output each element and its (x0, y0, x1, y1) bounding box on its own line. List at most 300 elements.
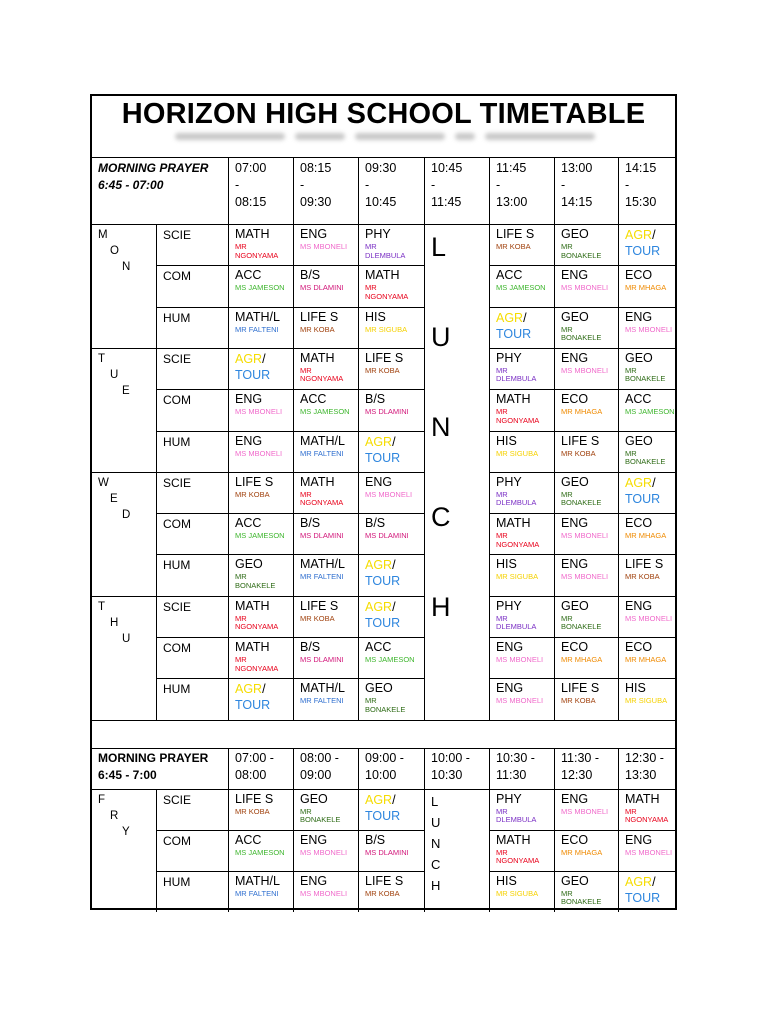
lesson-cell (300, 681, 354, 706)
teacher-name: MS DLAMINI (300, 655, 344, 664)
grid-line (489, 513, 675, 514)
slash: / (392, 558, 396, 573)
grid-line (156, 789, 157, 912)
subject-name: LIFE S (561, 433, 600, 448)
lesson-cell (300, 792, 354, 825)
lesson-cell (496, 310, 531, 342)
teacher-name: MR FALTENI (300, 572, 344, 582)
lesson-cell (365, 599, 400, 631)
tour-label: TOUR (625, 244, 661, 258)
teacher-name: MR KOBA (300, 324, 335, 334)
grid-line (156, 830, 424, 831)
lunch-letter: U (431, 814, 441, 830)
lesson-cell (235, 874, 289, 899)
agr-tour-lesson (365, 557, 400, 589)
lesson-cell (235, 640, 289, 673)
day-letter: E (110, 492, 118, 505)
teacher-name: MR SIGUBA (496, 888, 539, 898)
agr-tour-lesson (365, 434, 400, 466)
period-time-header: 07:00 - 08:15 (235, 161, 267, 209)
stream-label: SCIE (163, 599, 192, 614)
lesson-cell (300, 310, 354, 335)
lunch-letter: C (431, 502, 451, 532)
stream-label: HUM (163, 310, 191, 325)
subject-name: HIS (496, 433, 517, 448)
subject-name: ACC (235, 832, 262, 847)
teacher-name: MR KOBA (300, 613, 335, 623)
subject-name: LIFE S (365, 350, 404, 365)
teacher-name: MR NGONYAMA (300, 489, 344, 508)
subject-name: MATH (365, 268, 400, 283)
grid-line (489, 871, 675, 872)
period-time-header: 08:15 - 09:30 (300, 161, 332, 209)
grid-line (489, 472, 675, 473)
agr-tour-lesson (625, 475, 660, 507)
lesson-cell (496, 227, 550, 252)
teacher-name: MR NGONYAMA (235, 613, 279, 632)
agr-tour-lesson (625, 874, 660, 906)
subject-name: ENG (235, 433, 263, 448)
day-letter: R (110, 809, 119, 822)
stream-label: COM (163, 269, 191, 284)
teacher-name: MR NGONYAMA (300, 365, 344, 384)
tour-label: TOUR (625, 491, 661, 506)
teacher-name: MR NGONYAMA (496, 847, 540, 866)
teacher-name: MS DLAMINI (365, 847, 409, 857)
subject-name: LIFE S (625, 557, 664, 572)
subject-name: ACC (496, 268, 523, 283)
subject-name: HIS (496, 873, 517, 888)
lunch-letter: H (431, 877, 441, 893)
subject-name: ENG (496, 640, 524, 654)
teacher-name: MS MBONELI (625, 324, 673, 334)
stream-label: COM (163, 833, 191, 848)
teacher-name: MR BONAKELE (365, 696, 406, 714)
teacher-name: MR BONAKELE (561, 888, 602, 907)
slash: / (262, 351, 266, 366)
title-box (92, 96, 675, 158)
teacher-name: MR KOBA (561, 696, 596, 706)
lesson-cell (235, 599, 289, 632)
lesson-cell (300, 351, 354, 384)
teacher-name: MS DLAMINI (365, 407, 409, 417)
lesson-cell (300, 475, 354, 508)
lesson-cell (561, 351, 615, 376)
teacher-name: MR KOBA (625, 572, 660, 582)
agr-tour-lesson (496, 310, 531, 342)
grid-line (228, 748, 229, 912)
subject-name: ECO (561, 640, 589, 654)
lesson-cell (300, 640, 354, 665)
lesson-cell (625, 392, 679, 417)
subject-name: ENG (625, 309, 653, 324)
teacher-name: MR NGONYAMA (365, 283, 409, 301)
lesson-cell (235, 475, 289, 500)
lesson-cell (625, 640, 679, 665)
lunch-letter: H (431, 592, 451, 622)
lesson-cell (625, 310, 679, 335)
grid-line (489, 830, 675, 831)
subject-name: ENG (561, 791, 589, 806)
subject-name: ENG (235, 392, 263, 407)
tour-label: TOUR (496, 326, 532, 341)
lesson-cell (625, 599, 679, 624)
tour-label: TOUR (625, 890, 661, 905)
teacher-name: MS MBONELI (235, 448, 283, 458)
period-time-header: 13:00 - 14:15 (561, 161, 593, 209)
teacher-name: MR FALTENI (235, 324, 279, 334)
lesson-cell (235, 310, 289, 335)
grid-line (156, 431, 424, 432)
lesson-cell (625, 516, 679, 541)
teacher-name: MS JAMESON (235, 531, 285, 541)
teacher-name: MR NGONYAMA (496, 407, 540, 425)
tour-label: TOUR (235, 698, 271, 713)
lesson-cell (496, 599, 550, 632)
stream-label: HUM (163, 682, 191, 697)
teacher-name: MS MBONELI (300, 888, 348, 898)
subject-name: ENG (300, 873, 328, 888)
period-time-header: 08:00 - 09:00 (300, 750, 339, 782)
lesson-cell (300, 516, 354, 541)
lesson-cell (561, 227, 615, 260)
tour-label: TOUR (365, 615, 401, 630)
lesson-cell (561, 434, 615, 459)
grid-line (156, 265, 424, 266)
subject-name: MATH (496, 516, 531, 531)
subject-name: ENG (561, 350, 589, 365)
period-time-header: 10:00 - 10:30 (431, 750, 470, 782)
lesson-cell (365, 392, 419, 417)
teacher-name: MR MHAGA (561, 655, 603, 664)
lesson-cell (235, 392, 289, 417)
teacher-name: MR KOBA (496, 242, 531, 251)
teacher-name: MS MBONELI (235, 407, 283, 417)
grid-line (156, 513, 424, 514)
stream-label: HUM (163, 434, 191, 449)
teacher-name: MS DLAMINI (300, 283, 344, 293)
lesson-cell (365, 640, 419, 665)
teacher-name: MS JAMESON (625, 407, 675, 417)
teacher-name: MR DLEMBULA (496, 489, 537, 508)
grid-line (489, 348, 675, 349)
slash: / (392, 599, 396, 614)
day-letter: T (98, 600, 106, 613)
grid-line (156, 637, 424, 638)
tour-label: TOUR (235, 367, 271, 382)
slash: / (523, 310, 527, 325)
subject-name: ECO (625, 516, 653, 531)
stream-label: HUM (163, 874, 191, 889)
teacher-name: MS DLAMINI (300, 531, 344, 541)
period-time-header: 09:30 - 10:45 (365, 161, 397, 209)
subject-name: ACC (235, 516, 262, 531)
period-time-header: 11:45 - 13:00 (496, 161, 528, 209)
lesson-cell (496, 392, 550, 425)
slash: / (392, 792, 396, 807)
agr-tour-lesson (235, 681, 270, 713)
subject-name: GEO (561, 309, 589, 324)
teacher-name: MS JAMESON (300, 407, 350, 417)
lesson-cell (496, 792, 550, 825)
grid-line (228, 158, 229, 720)
subject-name: GEO (561, 598, 589, 613)
lunch-letter: N (431, 835, 441, 851)
subject-name: ECO (625, 640, 653, 654)
lesson-cell (300, 392, 354, 417)
lesson-cell (496, 516, 550, 549)
grid-line (358, 748, 359, 912)
subject-name: MATH (235, 227, 270, 241)
lesson-cell (496, 475, 550, 508)
lesson-cell (235, 227, 289, 260)
teacher-name: MS JAMESON (365, 655, 415, 664)
lesson-cell (625, 227, 660, 259)
subject-name: GEO (300, 791, 328, 806)
teacher-name: MS MBONELI (496, 696, 544, 706)
lesson-cell (235, 268, 289, 293)
teacher-name: MS MBONELI (561, 572, 609, 582)
day-letter: E (122, 384, 130, 397)
lesson-cell (235, 351, 270, 383)
lesson-cell (496, 681, 550, 706)
teacher-name: MR DLEMBULA (365, 242, 406, 260)
subject-name: MATH (496, 392, 531, 407)
day-letter: W (98, 476, 109, 489)
teacher-name: MR SIGUBA (365, 324, 408, 334)
subject-name: AGR (625, 874, 653, 889)
subject-name: AGR (625, 475, 653, 490)
subject-name: LIFE S (365, 873, 404, 888)
subject-name: LIFE S (300, 309, 339, 324)
teacher-name: MR KOBA (365, 888, 400, 898)
subject-name: GEO (561, 227, 589, 241)
teacher-name: MS MBONELI (625, 613, 673, 623)
lesson-cell (365, 792, 400, 824)
timetable-sheet (90, 94, 677, 910)
subject-name: AGR (625, 228, 653, 242)
subject-name: PHY (365, 227, 391, 241)
subject-name: B/S (365, 392, 386, 407)
grid-line (92, 224, 675, 225)
lesson-cell (496, 351, 550, 384)
lunch-letter: L (431, 232, 447, 262)
stream-label: HUM (163, 558, 191, 573)
teacher-name: MR KOBA (561, 448, 596, 458)
teacher-name: MS JAMESON (496, 283, 546, 293)
grid-line (554, 748, 555, 912)
lesson-cell (496, 557, 550, 582)
teacher-name: MR MHAGA (625, 283, 667, 293)
teacher-name: MS JAMESON (235, 847, 285, 857)
teacher-name: MR KOBA (235, 489, 270, 499)
blurred-subtitle (150, 130, 620, 142)
teacher-name: MS MBONELI (561, 365, 609, 375)
teacher-name: MR BONAKELE (561, 489, 602, 508)
teacher-name: MR BONAKELE (300, 806, 341, 825)
subject-name: B/S (300, 268, 321, 283)
grid-line (489, 554, 675, 555)
lesson-cell (365, 516, 419, 541)
lesson-cell (365, 434, 400, 466)
slash: / (652, 874, 656, 889)
lesson-cell (235, 516, 289, 541)
stream-label: COM (163, 517, 191, 532)
grid-line (424, 748, 425, 912)
teacher-name: MS MBONELI (300, 242, 348, 251)
day-letter: H (110, 616, 119, 629)
grid-line (489, 637, 675, 638)
teacher-name: MR DLEMBULA (496, 365, 537, 384)
lesson-cell (561, 310, 615, 343)
subject-name: MATH (300, 350, 335, 365)
grid-line (156, 678, 424, 679)
teacher-name: MR SIGUBA (496, 572, 539, 582)
morning-prayer-label: MORNING PRAYER 6:45 - 7:00 (98, 750, 209, 782)
subject-name: ENG (300, 227, 328, 241)
subject-name: MATH/L (300, 681, 345, 696)
lesson-cell (625, 268, 679, 293)
grid-line (618, 158, 619, 720)
subject-name: GEO (365, 681, 393, 696)
subject-name: ACC (625, 392, 652, 407)
lesson-cell (561, 516, 615, 541)
day-letter: O (110, 245, 119, 257)
grid-line (156, 389, 424, 390)
subject-name: AGR (235, 351, 263, 366)
teacher-name: MR BONAKELE (625, 448, 666, 466)
lesson-cell (561, 475, 615, 508)
subject-name: AGR (365, 558, 393, 573)
tour-label: TOUR (365, 808, 401, 823)
teacher-name: MR DLEMBULA (496, 613, 537, 632)
grid-line (554, 158, 555, 720)
lunch-letter: U (431, 322, 451, 352)
slash: / (652, 228, 656, 242)
subject-name: LIFE S (496, 227, 535, 241)
lesson-cell (365, 681, 419, 714)
lesson-cell (625, 351, 679, 384)
teacher-name: MR NGONYAMA (625, 806, 669, 825)
subject-name: LIFE S (561, 681, 600, 696)
subject-name: ENG (300, 832, 328, 847)
lesson-cell (561, 268, 615, 293)
subject-name: B/S (300, 516, 321, 531)
subject-name: HIS (496, 557, 517, 572)
lesson-cell (561, 640, 615, 665)
lesson-cell (625, 434, 679, 467)
lesson-cell (496, 268, 550, 293)
teacher-name: MR MHAGA (561, 407, 603, 417)
lesson-cell (300, 268, 354, 293)
slash: / (392, 434, 396, 449)
day-letter: U (110, 368, 119, 381)
subject-name: MATH/L (300, 557, 345, 572)
grid-line (92, 789, 675, 790)
subject-name: GEO (561, 474, 589, 489)
subject-name: GEO (235, 557, 263, 572)
grid-line (156, 307, 424, 308)
teacher-name: MR SIGUBA (496, 448, 539, 458)
tour-label: TOUR (365, 574, 401, 589)
grid-line (489, 596, 675, 597)
grid-line (618, 748, 619, 912)
page-title: HORIZON HIGH SCHOOL TIMETABLE (121, 98, 646, 130)
teacher-name: MS MBONELI (300, 847, 348, 857)
lesson-cell (561, 874, 615, 907)
teacher-name: MR DLEMBULA (496, 806, 537, 825)
grid-line (293, 748, 294, 912)
lesson-cell (300, 599, 354, 624)
subject-name: AGR (365, 434, 393, 449)
period-time-header: 12:30 - 13:30 (625, 750, 664, 782)
period-time-header: 10:30 - 11:30 (496, 750, 535, 782)
grid-line (92, 748, 675, 749)
tour-label: TOUR (365, 450, 401, 465)
slash: / (652, 475, 656, 490)
teacher-name: MR NGONYAMA (235, 655, 279, 673)
teacher-name: MR FALTENI (300, 696, 344, 706)
lunch-letter: L (431, 793, 439, 809)
subject-name: B/S (300, 640, 321, 654)
grid-line (293, 158, 294, 720)
subject-name: ENG (625, 832, 653, 847)
subject-name: PHY (496, 474, 522, 489)
day-letter: D (122, 508, 131, 521)
lesson-cell (365, 310, 419, 335)
teacher-name: MR NGONYAMA (496, 531, 540, 549)
stream-label: SCIE (163, 792, 192, 807)
subject-name: PHY (496, 350, 522, 365)
grid-line (92, 720, 675, 721)
lesson-cell (300, 434, 354, 459)
subject-name: HIS (365, 309, 386, 324)
agr-tour-lesson (365, 792, 400, 824)
day-letter: N (122, 261, 131, 273)
subject-name: MATH/L (235, 309, 280, 324)
stream-label: SCIE (163, 351, 192, 366)
subject-name: MATH (625, 791, 660, 806)
subject-name: ENG (561, 516, 589, 531)
period-time-header: 10:45 - 11:45 (431, 161, 463, 209)
lesson-cell (235, 557, 289, 590)
subject-name: ENG (561, 268, 589, 283)
teacher-name: MS MBONELI (561, 806, 609, 816)
subject-name: ECO (625, 268, 653, 283)
grid-line (156, 871, 424, 872)
lesson-cell (625, 557, 679, 582)
lesson-cell (625, 874, 660, 906)
grid-line (156, 224, 157, 720)
lesson-cell (561, 833, 615, 858)
lesson-cell (235, 833, 289, 858)
subject-name: ENG (625, 598, 653, 613)
day-letter: Y (122, 825, 130, 838)
grid-line (92, 472, 424, 473)
teacher-name: MR BONAKELE (561, 613, 602, 632)
lunch-letter: N (431, 412, 451, 442)
subject-name: PHY (496, 791, 522, 806)
slash: / (262, 682, 266, 697)
lesson-cell (365, 874, 419, 899)
subject-name: GEO (625, 433, 653, 448)
teacher-name: MR NGONYAMA (235, 242, 279, 260)
subject-name: B/S (365, 516, 386, 531)
lesson-cell (300, 833, 354, 858)
subject-name: ECO (561, 392, 589, 407)
subject-name: ACC (365, 640, 392, 654)
lesson-cell (561, 392, 615, 417)
